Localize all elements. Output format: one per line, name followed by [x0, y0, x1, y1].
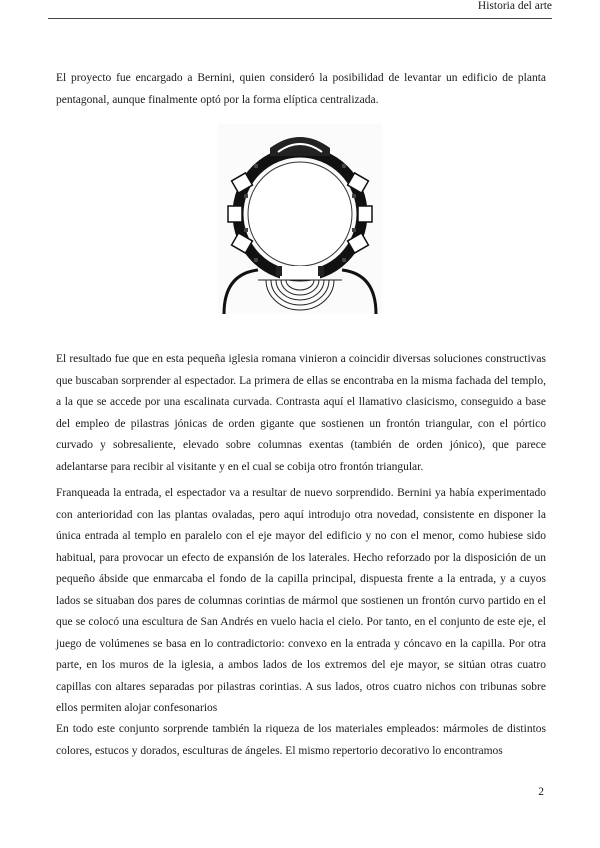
- page-number: 2: [538, 786, 544, 798]
- floor-plan-figure: [218, 124, 382, 314]
- paragraph-4: En todo este conjunto sorprende también la riqueza de los materiales empleados: mármoles de distintos colores, estucos y dorados, esculturas de ángeles. El mismo repertorio decorativo lo encontramos: [56, 723, 546, 757]
- header-title: Historia del arte: [477, 0, 552, 12]
- paragraph-1: El proyecto fue encargado a Bernini, quien consideró la posibilidad de levantar un edificio de planta pentagonal, aunque finalmente optó por la forma elíptica centralizada.: [56, 72, 546, 106]
- header-rule: [48, 18, 552, 19]
- floor-plan-icon: [218, 124, 382, 314]
- page-header: [0, 0, 600, 20]
- paragraph-3: Franqueada la entrada, el espectador va a resultar de nuevo sorprendido. Bernini ya había experimentado con anterioridad con las plantas ovaladas, pero aquí introdujo otra novedad, consistente en disponer la única entrada al templo en paralelo con el eje mayor del edificio y no con el menor, como hubiese sido habitual, para provocar un efecto de expansión de los laterales. Hecho reforzado por la disposición de un pequeño ábside que enmarcaba el fondo de la capilla principal, dispuesta frente a la entrada, y a cuyos lados se situaban dos pares de columnas corintias de mármol que sostienen un frontón curvo partido en el que se colocó una escultura de San Andrés en vuelo hacia el cielo. Por tanto, en el conjunto de este eje, el juego de volúmenes se basa en lo contradictorio: convexo en la entrada y cóncavo en la capilla. Por otra parte, en los muros de la iglesia, a ambos lados de los extremos del eje mayor, se sitúan otras cuatro capillas con altares separadas por pilastras corintias. A sus lados, otros cuatro nichos con tribunas sobre ellos permiten alojar confesonarios: [56, 487, 546, 714]
- paragraph-2: El resultado fue que en esta pequeña iglesia romana vinieron a coincidir diversas soluciones constructivas que buscaban sorprender al espectador. La primera de ellas se encontraba en la misma fachada del templo, a la que se accede por una escalinata curvada. Contrasta aquí el llamativo clasicismo, conseguido a base del empleo de pilastras jónicas de orden gigante que sostienen un frontón triangular, con el pórtico curvado y sobresaliente, elevado sobre columnas exentas (también de orden jónico), que parece adelantarse para recibir al visitante y en el cual se cobija otro frontón triangular.: [56, 353, 546, 473]
